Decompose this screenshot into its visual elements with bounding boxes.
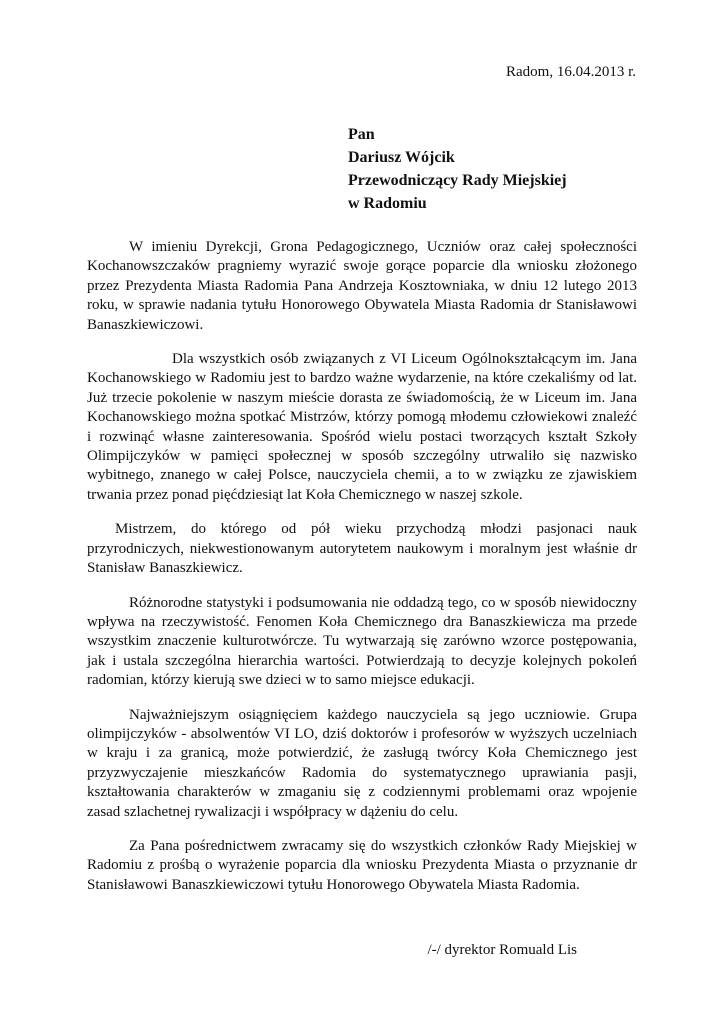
addressee-salutation: Pan [348,126,375,143]
paragraph-achievements: Najważniejszym osiągnięciem każdego nauczyciela są jego uczniowie. Grupa olimpijczyków - absolwentów VI LO, dziś doktorów i profesorów w wyższych uczelniach w kraju i za granicą, może potwierdzić, że zasługą twórcy Koła Chemicznego jest przyzwyczajenie mieszkańców Radomia do systematycznego uprawiania pasji, kształtowania charakterów w zmaganiu się z codziennymi problemami oraz wpojenie zasad szlachetnej rywalizacji i współpracy w dążeniu do celu. [87,706,637,820]
date-line: Radom, 16.04.2013 r. [506,64,636,80]
signature-line: /-/ dyrektor Romuald Lis [427,942,577,958]
paragraph-school-context: Dla wszystkich osób związanych z VI Liceum Ogólnokształcącym im. Jana Kochanowskiego w Radomiu jest to bardzo ważne wydarzenie, na które czekaliśmy od lat. Już trzecie pokolenie w naszym mieście dorasta ze świadomością, że w Liceum im. Jana Kochanowskiego można spotkać Mistrzów, którzy pomogą młodemu człowiekowi znaleźć i rozwinąć własne zainteresowania. Spośród wielu postaci tworzących kształt Szkoły Olimpijczyków w pamięci społecznej w sposób szczególny utrwaliło się nazwisko wybitnego, znanego w całej Polsce, nauczyciela chemii, a to w związku ze zjawiskiem trwania przez ponad pięćdziesiąt lat Koła Chemicznego w naszej szkole. [87,351,637,503]
paragraph-phenomenon: Różnorodne statystyki i podsumowania nie oddadzą tego, co w sposób niewidoczny wpływa na rzeczywistość. Fenomen Koła Chemicznego dra Banaszkiewicza ma przede wszystkim znaczenie kulturotwórcze. Tu wytwarzają się zarówno wzorce postępowania, jak i ustala szczególna hierarchia wartości. Potwierdzają to decyzje kolejnych pokoleń radomian, którzy kierują swe dzieci w to samo miejsce edukacji. [87,594,637,689]
addressee-block [348,123,648,215]
paragraph-request: Za Pana pośrednictwem zwracamy się do wszystkich członków Rady Miejskiej w Radomiu z prośbą o wyrażenie poparcia dla wniosku Prezydenta Miasta o przyznanie dr Stanisławowi Banaszkiewiczowi tytułu Honorowego Obywatela Miasta Radomia. [87,837,637,893]
paragraph-intro: W imieniu Dyrekcji, Grona Pedagogicznego, Uczniów oraz całej społeczności Kochanowszczaków pragniemy wyrazić swoje gorące poparcie dla wniosku złożonego przez Prezydenta Miasta Radomia Pana Andrzeja Kosztowniaka, w dniu 12 lutego 2013 roku, w sprawie nadania tytułu Honorowego Obywatela Miasta Radomia dr Stanisławowi Banaszkiewiczowi. [87,239,637,333]
addressee-title: Przewodniczący Rady Miejskiej [348,172,567,189]
letter-body [87,238,637,910]
paragraph-master: Mistrzem, do którego od pół wieku przychodzą młodzi pasjonaci nauk przyrodniczych, niekwestionowanym autorytetem naukowym i moralnym jest właśnie dr Stanisław Banaszkiewicz. [87,521,637,577]
addressee-name: Dariusz Wójcik [348,149,455,166]
addressee-location: w Radomiu [348,195,427,212]
